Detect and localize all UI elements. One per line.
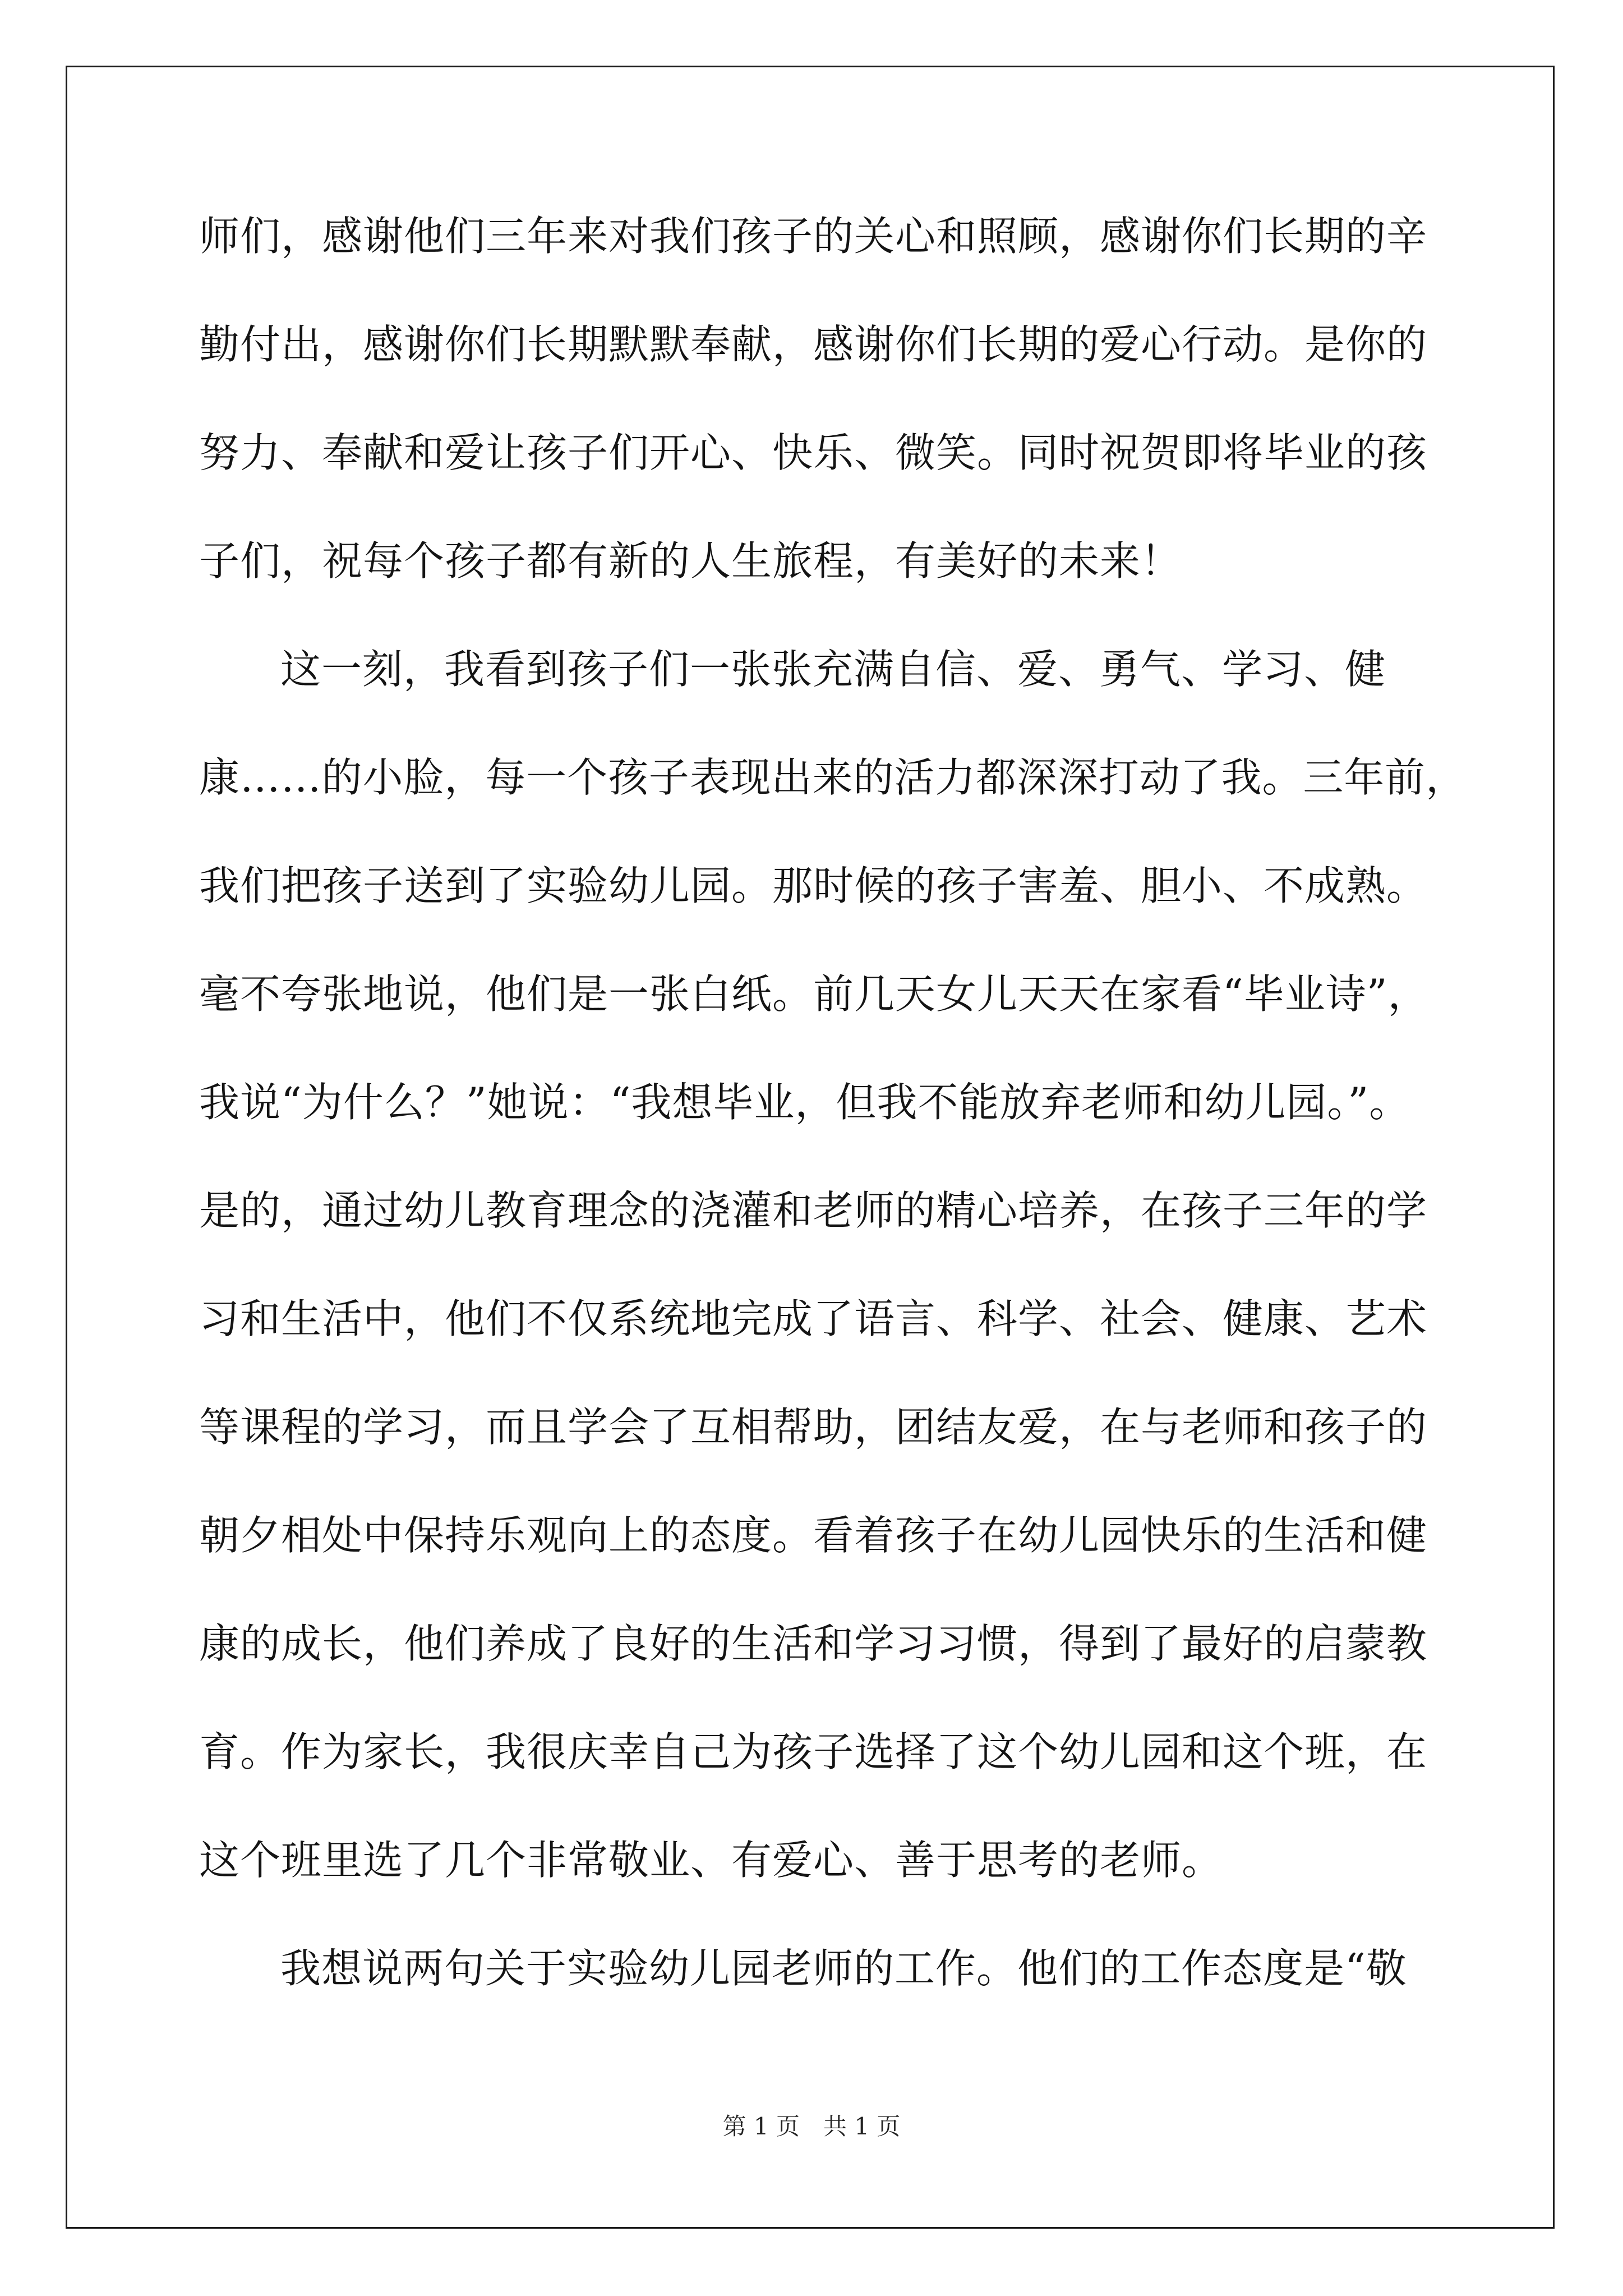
text-line: 朝夕相处中保持乐观向上的态度。看着孩子在幼儿园快乐的生活和健: [199, 1512, 1428, 1559]
text-line: 努力、奉献和爱让孩子们开心、快乐、微笑。同时祝贺即将毕业的孩: [199, 429, 1428, 476]
text-line: 师们，感谢他们三年来对我们孩子的关心和照顾，感谢你们长期的辛: [199, 213, 1428, 260]
text-line: 康……的小脸，每一个孩子表现出来的活力都深深打动了我。三年前，: [199, 754, 1467, 801]
text-line: 康的成长，他们养成了良好的生活和学习习惯，得到了最好的启蒙教: [199, 1620, 1428, 1667]
text-line: 我们把孩子送到了实验幼儿园。那时候的孩子害羞、胆小、不成熟。: [199, 862, 1428, 909]
document-body: [199, 213, 1467, 2056]
text-line: 这个班里选了几个非常敬业、有爱心、善于思考的老师。: [199, 1837, 1223, 1884]
text-line: 等课程的学习，而且学会了互相帮助，团结友爱，在与老师和孩子的: [199, 1404, 1428, 1451]
page-number-footer: 第 1 页 共 1 页: [722, 2113, 901, 2140]
text-line: 毫不夸张地说，他们是一张白纸。前几天女儿天天在家看“毕业诗”，: [199, 970, 1429, 1018]
text-line: 勤付出，感谢你们长期默默奉献，感谢你们长期的爱心行动。是你的: [199, 321, 1428, 368]
text-line: 子们，祝每个孩子都有新的人生旅程，有美好的未来！: [199, 537, 1182, 585]
text-line: 习和生活中，他们不仅系统地完成了语言、科学、社会、健康、艺术: [199, 1295, 1428, 1342]
text-line: 是的，通过幼儿教育理念的浇灌和老师的精心培养，在孩子三年的学: [199, 1187, 1428, 1234]
text-line: 我说“为什么？”她说：“我想毕业，但我不能放弃老师和幼儿园。”。: [199, 1079, 1410, 1126]
paragraph-first-line: 这一刻，我看到孩子们一张张充满自信、爱、勇气、学习、健: [280, 646, 1386, 693]
paragraph-first-line: 我想说两句关于实验幼儿园老师的工作。他们的工作态度是“敬: [280, 1945, 1407, 1992]
text-line: 育。作为家长，我很庆幸自己为孩子选择了这个幼儿园和这个班，在: [199, 1728, 1428, 1775]
